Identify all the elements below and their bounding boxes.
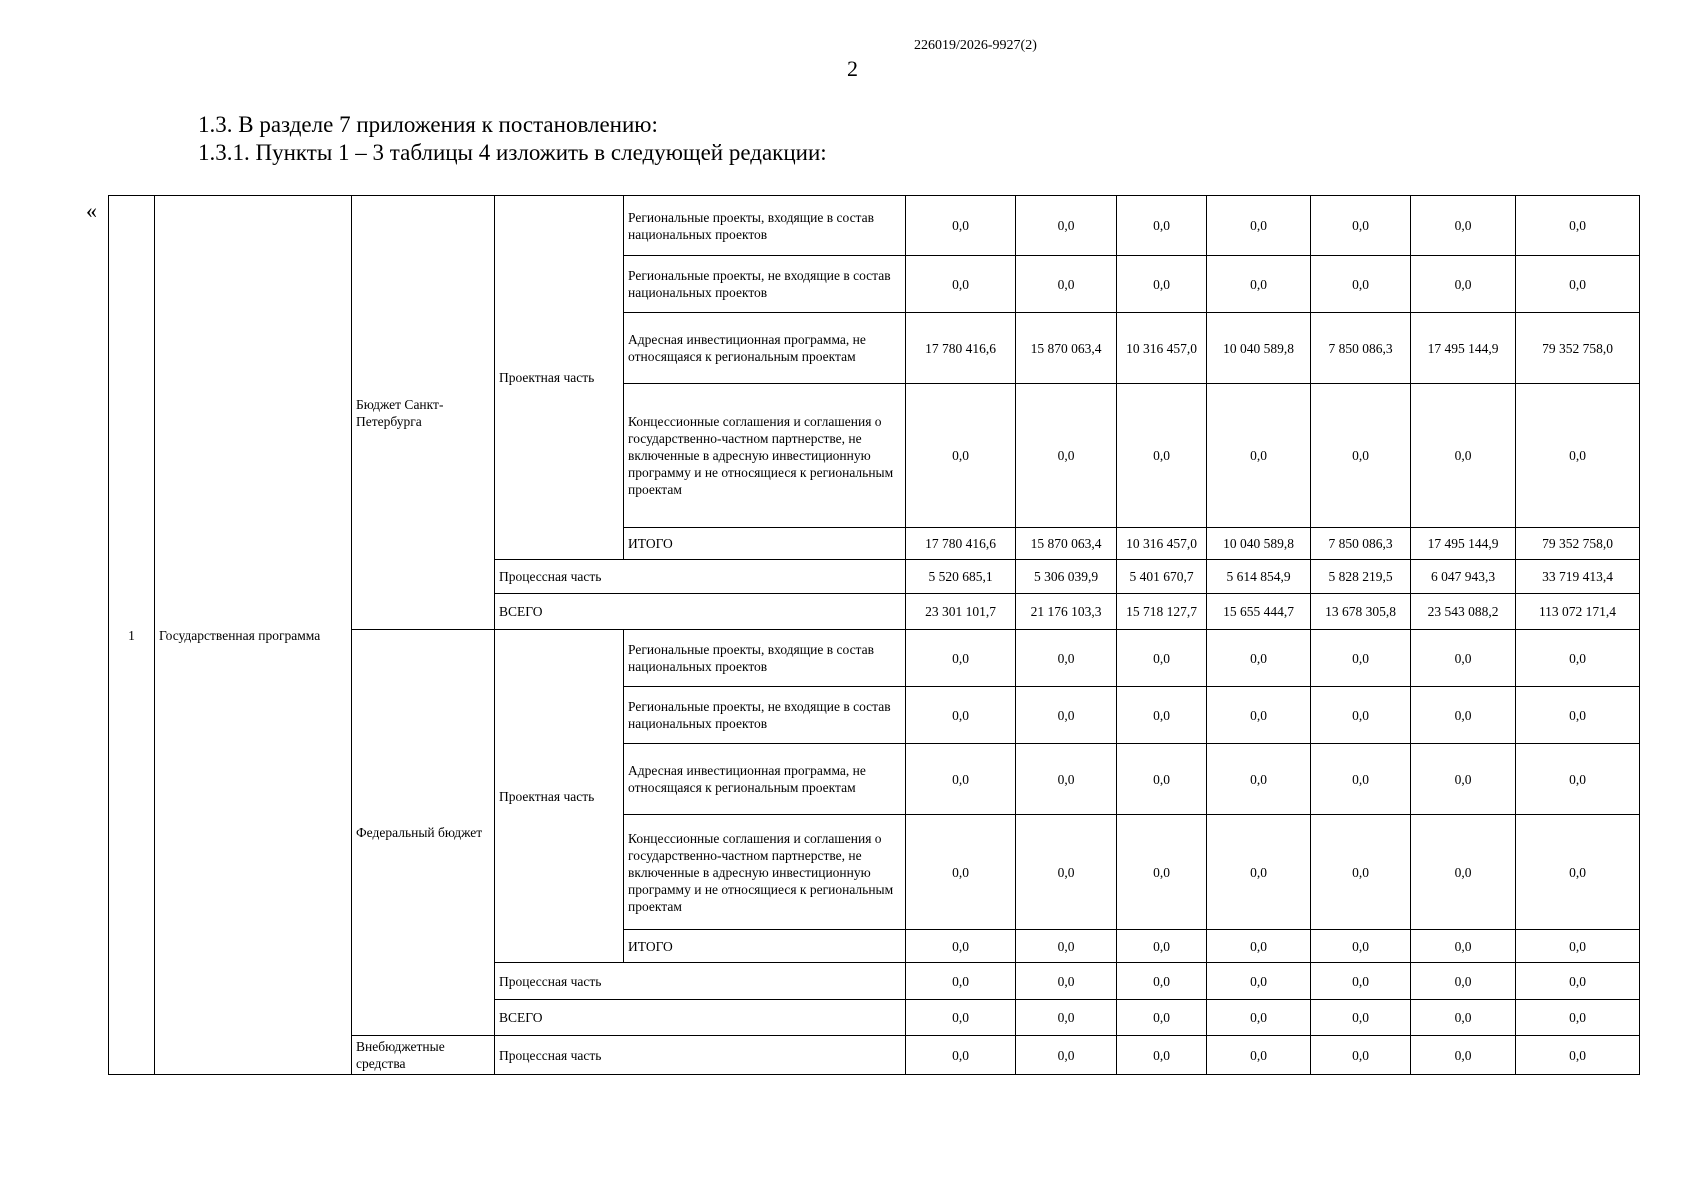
value-cell: 15 718 127,7 xyxy=(1117,594,1207,630)
value-cell: 0,0 xyxy=(1516,963,1640,1000)
value-cell: 13 678 305,8 xyxy=(1311,594,1411,630)
spb-total-cell: ВСЕГО xyxy=(495,594,906,630)
value-cell: 0,0 xyxy=(1207,744,1311,815)
value-cell: 23 301 101,7 xyxy=(906,594,1016,630)
value-cell: 21 176 103,3 xyxy=(1016,594,1117,630)
value-cell: 5 306 039,9 xyxy=(1016,560,1117,594)
table-row xyxy=(109,196,1640,256)
value-cell: 0,0 xyxy=(1516,1036,1640,1075)
value-cell: 0,0 xyxy=(1311,256,1411,313)
value-cell: 79 352 758,0 xyxy=(1516,528,1640,560)
value-cell: 79 352 758,0 xyxy=(1516,313,1640,384)
value-cell: 0,0 xyxy=(1411,256,1516,313)
value-cell: 0,0 xyxy=(1411,1036,1516,1075)
value-cell: 5 614 854,9 xyxy=(1207,560,1311,594)
value-cell: 0,0 xyxy=(906,963,1016,1000)
value-cell: 0,0 xyxy=(906,1036,1016,1075)
extra-process-part-cell: Процессная часть xyxy=(495,1036,906,1075)
value-cell: 0,0 xyxy=(1117,256,1207,313)
value-cell: 0,0 xyxy=(1207,1000,1311,1036)
value-cell: 0,0 xyxy=(1311,196,1411,256)
document-number: 226019/2026-9927(2) xyxy=(914,38,1037,53)
value-cell: 113 072 171,4 xyxy=(1516,594,1640,630)
fed-total-cell: ВСЕГО xyxy=(495,1000,906,1036)
value-cell: 0,0 xyxy=(1411,963,1516,1000)
value-cell: 0,0 xyxy=(1016,196,1117,256)
value-cell: 17 780 416,6 xyxy=(906,313,1016,384)
source-spb-cell: Бюджет Санкт-Петербурга xyxy=(352,196,495,630)
value-cell: 0,0 xyxy=(906,384,1016,528)
value-cell: 0,0 xyxy=(1207,1036,1311,1075)
value-cell: 0,0 xyxy=(1311,1036,1411,1075)
value-cell: 0,0 xyxy=(1016,815,1117,930)
spb-project-part-cell: Проектная часть xyxy=(495,196,624,560)
value-cell: 0,0 xyxy=(1411,1000,1516,1036)
value-cell: 0,0 xyxy=(1016,630,1117,687)
fed-project-part-cell: Проектная часть xyxy=(495,630,624,963)
value-cell: 5 401 670,7 xyxy=(1117,560,1207,594)
value-cell: 0,0 xyxy=(1411,687,1516,744)
value-cell: 0,0 xyxy=(1311,930,1411,963)
value-cell: 0,0 xyxy=(1016,1000,1117,1036)
page-number: 2 xyxy=(847,56,858,81)
value-cell: 0,0 xyxy=(906,744,1016,815)
value-cell: 0,0 xyxy=(1016,256,1117,313)
value-cell: 0,0 xyxy=(1207,930,1311,963)
value-cell: 0,0 xyxy=(1117,963,1207,1000)
value-cell: 10 316 457,0 xyxy=(1117,313,1207,384)
value-cell: 0,0 xyxy=(1516,930,1640,963)
value-cell: 15 870 063,4 xyxy=(1016,528,1117,560)
row-number-cell: 1 xyxy=(109,196,155,1075)
value-cell: 0,0 xyxy=(1516,815,1640,930)
value-cell: 0,0 xyxy=(1207,963,1311,1000)
value-cell: 0,0 xyxy=(1207,630,1311,687)
fed-process-part-cell: Процессная часть xyxy=(495,963,906,1000)
value-cell: 0,0 xyxy=(906,256,1016,313)
budget-table xyxy=(108,195,1640,1075)
value-cell: 0,0 xyxy=(1016,930,1117,963)
value-cell: 0,0 xyxy=(1117,1036,1207,1075)
value-cell: 0,0 xyxy=(1411,815,1516,930)
value-cell: 0,0 xyxy=(1516,256,1640,313)
value-cell: 0,0 xyxy=(1411,384,1516,528)
value-cell: 10 040 589,8 xyxy=(1207,528,1311,560)
value-cell: 0,0 xyxy=(1117,630,1207,687)
value-cell: 0,0 xyxy=(906,930,1016,963)
value-cell: 0,0 xyxy=(1016,963,1117,1000)
value-cell: 0,0 xyxy=(1516,1000,1640,1036)
value-cell: 0,0 xyxy=(906,815,1016,930)
value-cell: 0,0 xyxy=(1516,744,1640,815)
value-cell: 0,0 xyxy=(1117,384,1207,528)
value-cell: 10 316 457,0 xyxy=(1117,528,1207,560)
value-cell: 15 655 444,7 xyxy=(1207,594,1311,630)
value-cell: 0,0 xyxy=(906,196,1016,256)
value-cell: 0,0 xyxy=(1311,630,1411,687)
value-cell: 0,0 xyxy=(1411,744,1516,815)
value-cell: 0,0 xyxy=(1117,196,1207,256)
value-cell: 0,0 xyxy=(1516,384,1640,528)
value-cell: 0,0 xyxy=(1411,196,1516,256)
value-cell: 0,0 xyxy=(1207,815,1311,930)
row-label-cell: Концессионные соглашения и соглашения о государственно-частном партнерстве, не включенные в адресную инвестиционную программу и не относящиеся к региональным проектам xyxy=(624,815,906,930)
row-label-cell: Адресная инвестиционная программа, не относящаяся к региональным проектам xyxy=(624,744,906,815)
program-name-cell: Государственная программа xyxy=(155,196,352,1075)
value-cell: 0,0 xyxy=(1117,744,1207,815)
value-cell: 0,0 xyxy=(1516,630,1640,687)
value-cell: 0,0 xyxy=(1411,930,1516,963)
value-cell: 23 543 088,2 xyxy=(1411,594,1516,630)
row-label-cell: Концессионные соглашения и соглашения о государственно-частном партнерстве, не включенные в адресную инвестиционную программу и не относящиеся к региональным проектам xyxy=(624,384,906,528)
value-cell: 17 495 144,9 xyxy=(1411,528,1516,560)
value-cell: 0,0 xyxy=(906,687,1016,744)
value-cell: 0,0 xyxy=(1016,384,1117,528)
value-cell: 0,0 xyxy=(1207,196,1311,256)
value-cell: 0,0 xyxy=(1016,687,1117,744)
value-cell: 0,0 xyxy=(1207,384,1311,528)
source-extra-cell: Внебюджетные средства xyxy=(352,1036,495,1075)
row-label-cell: Региональные проекты, не входящие в состав национальных проектов xyxy=(624,256,906,313)
row-label-cell: ИТОГО xyxy=(624,528,906,560)
section-heading: 1.3. В разделе 7 приложения к постановлению: xyxy=(198,112,658,137)
row-label-cell: Региональные проекты, входящие в состав национальных проектов xyxy=(624,630,906,687)
spb-process-part-cell: Процессная часть xyxy=(495,560,906,594)
value-cell: 0,0 xyxy=(1117,687,1207,744)
value-cell: 15 870 063,4 xyxy=(1016,313,1117,384)
row-label-cell: Региональные проекты, входящие в состав национальных проектов xyxy=(624,196,906,256)
subsection-heading: 1.3.1. Пункты 1 – 3 таблицы 4 изложить в следующей редакции: xyxy=(198,140,827,165)
value-cell: 0,0 xyxy=(1516,196,1640,256)
value-cell: 0,0 xyxy=(1311,744,1411,815)
value-cell: 17 780 416,6 xyxy=(906,528,1016,560)
value-cell: 0,0 xyxy=(1516,687,1640,744)
value-cell: 10 040 589,8 xyxy=(1207,313,1311,384)
value-cell: 0,0 xyxy=(1117,815,1207,930)
source-fed-cell: Федеральный бюджет xyxy=(352,630,495,1036)
value-cell: 0,0 xyxy=(1311,963,1411,1000)
value-cell: 0,0 xyxy=(1016,1036,1117,1075)
value-cell: 6 047 943,3 xyxy=(1411,560,1516,594)
row-label-cell: Адресная инвестиционная программа, не относящаяся к региональным проектам xyxy=(624,313,906,384)
value-cell: 0,0 xyxy=(906,1000,1016,1036)
value-cell: 0,0 xyxy=(1117,930,1207,963)
value-cell: 7 850 086,3 xyxy=(1311,313,1411,384)
value-cell: 0,0 xyxy=(1311,1000,1411,1036)
value-cell: 0,0 xyxy=(1117,1000,1207,1036)
value-cell: 0,0 xyxy=(1311,687,1411,744)
value-cell: 7 850 086,3 xyxy=(1311,528,1411,560)
value-cell: 0,0 xyxy=(1207,256,1311,313)
value-cell: 0,0 xyxy=(906,630,1016,687)
value-cell: 0,0 xyxy=(1207,687,1311,744)
row-label-cell: ИТОГО xyxy=(624,930,906,963)
value-cell: 5 520 685,1 xyxy=(906,560,1016,594)
value-cell: 17 495 144,9 xyxy=(1411,313,1516,384)
value-cell: 5 828 219,5 xyxy=(1311,560,1411,594)
row-label-cell: Региональные проекты, не входящие в состав национальных проектов xyxy=(624,687,906,744)
value-cell: 33 719 413,4 xyxy=(1516,560,1640,594)
value-cell: 0,0 xyxy=(1311,384,1411,528)
opening-quote-mark: « xyxy=(86,198,97,223)
value-cell: 0,0 xyxy=(1311,815,1411,930)
value-cell: 0,0 xyxy=(1411,630,1516,687)
value-cell: 0,0 xyxy=(1016,744,1117,815)
